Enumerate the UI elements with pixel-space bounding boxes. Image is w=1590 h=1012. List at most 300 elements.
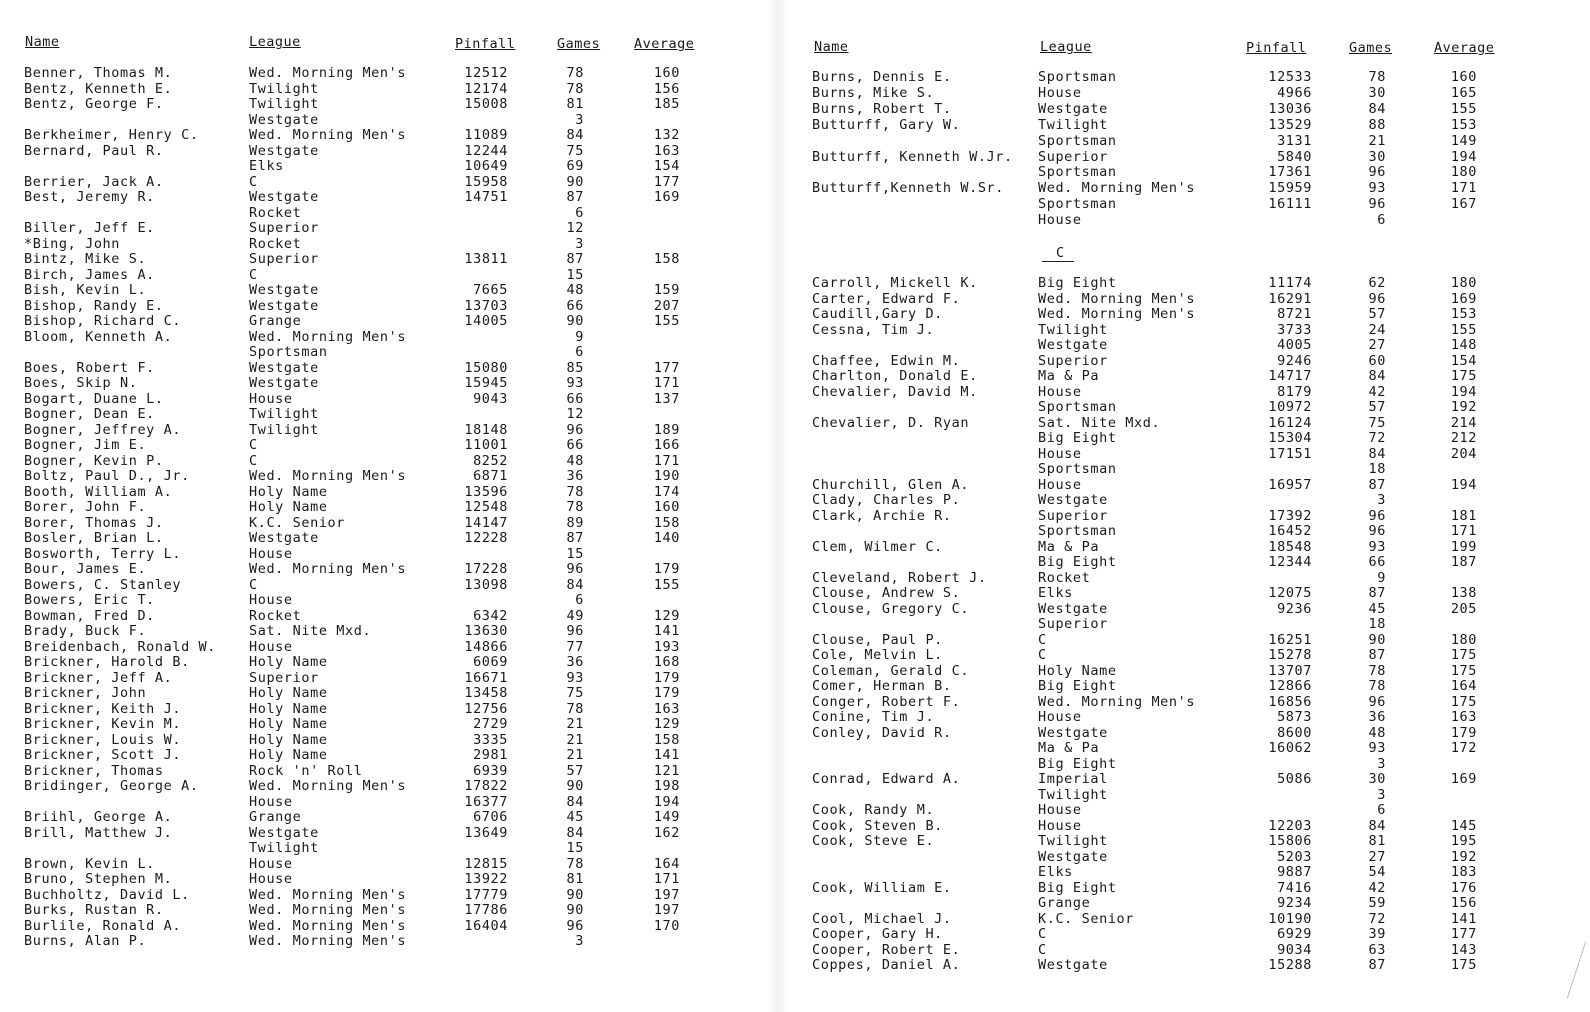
cell-pinfall: 11089 xyxy=(464,127,508,143)
cell-pinfall: 13811 xyxy=(464,251,508,267)
cell-average: 160 xyxy=(1450,69,1477,85)
cell-games: 12 xyxy=(566,220,584,236)
cell-average: 175 xyxy=(1450,368,1477,384)
table-row xyxy=(0,376,780,391)
cell-games: 3 xyxy=(1377,786,1386,803)
cell-name: Cook, Randy M. xyxy=(812,802,935,818)
table-row xyxy=(0,144,780,159)
cell-games: 45 xyxy=(566,809,584,825)
table-row xyxy=(0,66,780,81)
cell-average: 194 xyxy=(1450,148,1477,165)
cell-name: Bogner, Jim E. xyxy=(24,437,147,453)
cell-league: Twilight xyxy=(1038,833,1108,849)
cell-league: Sportsman xyxy=(1038,196,1117,213)
cell-league: House xyxy=(1038,84,1082,101)
cell-league: C xyxy=(1038,631,1047,648)
table-row xyxy=(780,834,1590,849)
cell-league: Superior xyxy=(249,669,319,686)
cell-games: 24 xyxy=(1368,321,1386,338)
cell-name: Coppes, Daniel A. xyxy=(812,957,961,973)
cell-name: Bogner, Kevin P. xyxy=(24,452,164,469)
cell-average: 175 xyxy=(1450,662,1477,679)
cell-league: House xyxy=(249,793,293,810)
cell-pinfall: 10649 xyxy=(464,158,508,174)
cell-average: 194 xyxy=(653,793,680,810)
cell-average: 158 xyxy=(653,251,680,267)
table-row xyxy=(780,86,1590,101)
cell-league: Sportsman xyxy=(1038,399,1117,415)
cell-games: 27 xyxy=(1368,848,1386,865)
table-row xyxy=(780,896,1590,911)
cell-average: 158 xyxy=(653,731,680,748)
cell-games: 75 xyxy=(566,685,584,701)
table-row xyxy=(780,540,1590,555)
cell-average: 129 xyxy=(653,716,680,732)
cell-average: 155 xyxy=(653,576,680,593)
table-row xyxy=(780,555,1590,570)
cell-games: 81 xyxy=(566,871,584,887)
cell-average: 190 xyxy=(653,468,680,484)
cell-name: Brickner, Scott J. xyxy=(24,747,182,763)
header-pinfall: Pinfall xyxy=(455,36,516,52)
cell-average: 155 xyxy=(1450,100,1477,117)
table-row xyxy=(780,292,1590,307)
cell-games: 78 xyxy=(566,855,584,872)
cell-games: 84 xyxy=(566,576,584,593)
cell-average: 143 xyxy=(1450,941,1477,958)
cell-pinfall: 13703 xyxy=(464,297,508,314)
cell-games: 87 xyxy=(566,530,584,546)
cell-games: 96 xyxy=(1368,164,1386,181)
cell-pinfall: 12533 xyxy=(1268,69,1312,85)
cell-average: 177 xyxy=(1450,926,1477,942)
cell-league: Westgate xyxy=(1038,337,1108,353)
header-pinfall: Pinfall xyxy=(1246,40,1307,56)
table-row xyxy=(0,82,780,97)
cell-pinfall: 2981 xyxy=(473,747,508,763)
cell-games: 81 xyxy=(1368,833,1386,849)
cell-average: 121 xyxy=(653,762,680,779)
table-row xyxy=(0,423,780,438)
cell-games: 96 xyxy=(566,623,584,639)
cell-games: 30 xyxy=(1368,148,1386,165)
cell-league: Westgate xyxy=(1038,492,1108,508)
cell-name: Bogner, Jeffrey A. xyxy=(24,421,182,438)
cell-average: 156 xyxy=(1450,895,1477,911)
header-average: Average xyxy=(1434,40,1495,56)
table-row xyxy=(780,648,1590,663)
cell-average: 138 xyxy=(1450,585,1477,601)
cell-average: 167 xyxy=(1450,196,1477,213)
cell-pinfall: 15959 xyxy=(1268,180,1312,197)
table-row xyxy=(0,547,780,562)
cell-name: Breidenbach, Ronald W. xyxy=(24,638,217,655)
table-row xyxy=(0,655,780,670)
cell-average: 168 xyxy=(653,654,680,670)
cell-games: 6 xyxy=(1377,212,1386,229)
cell-pinfall: 13596 xyxy=(464,483,508,500)
table-row xyxy=(0,485,780,500)
cell-games: 21 xyxy=(1368,132,1386,149)
cell-pinfall: 9887 xyxy=(1277,864,1312,880)
cell-pinfall: 15304 xyxy=(1268,430,1312,446)
cell-name: Cleveland, Robert J. xyxy=(812,569,987,586)
cell-name: Butturff, Kenneth W.Jr. xyxy=(812,148,1013,165)
cell-average: 164 xyxy=(653,855,680,872)
cell-games: 87 xyxy=(1368,585,1386,601)
cell-average: 176 xyxy=(1450,879,1477,896)
cell-games: 12 xyxy=(566,406,584,422)
cell-league: Wed. Morning Men's xyxy=(249,778,407,794)
table-row xyxy=(0,841,780,856)
header-league: League xyxy=(1040,39,1092,55)
cell-league: Rocket xyxy=(1038,569,1091,586)
cell-name: Brickner, John xyxy=(24,685,147,701)
cell-pinfall: 8179 xyxy=(1277,383,1312,400)
cell-name: Carroll, Mickell K. xyxy=(812,275,978,291)
cell-games: 96 xyxy=(566,421,584,438)
table-row xyxy=(0,113,780,128)
cell-league: C xyxy=(249,576,258,593)
cell-league: Holy Name xyxy=(249,499,328,515)
cell-league: Wed. Morning Men's xyxy=(249,917,407,934)
table-row xyxy=(780,772,1590,787)
table-row xyxy=(0,795,780,810)
cell-name: Bentz, George F. xyxy=(24,96,164,112)
cell-league: Westgate xyxy=(249,297,319,314)
cell-name: Burlile, Ronald A. xyxy=(24,917,182,934)
cell-games: 84 xyxy=(566,127,584,143)
cell-games: 21 xyxy=(566,747,584,763)
cell-pinfall: 16124 xyxy=(1268,414,1312,431)
cell-league: Superior xyxy=(249,251,319,267)
cell-league: House xyxy=(249,592,293,608)
cell-games: 21 xyxy=(566,716,584,732)
cell-name: Charlton, Donald E. xyxy=(812,368,978,384)
cell-league: Wed. Morning Men's xyxy=(1038,693,1196,710)
header-name: Name xyxy=(814,39,849,55)
cell-league: House xyxy=(1038,476,1082,493)
cell-pinfall: 13630 xyxy=(464,623,508,639)
cell-league: C xyxy=(249,173,258,190)
cell-name: Caudill,Gary D. xyxy=(812,306,943,322)
cell-pinfall: 9246 xyxy=(1277,352,1312,369)
cell-average: 194 xyxy=(1450,476,1477,493)
cell-average: 149 xyxy=(1450,132,1477,149)
cell-name: Coleman, Gerald C. xyxy=(812,662,970,679)
cell-league: House xyxy=(1038,817,1082,834)
cell-league: K.C. Senior xyxy=(1038,910,1135,927)
cell-league: C xyxy=(249,266,258,283)
cell-name: Brady, Buck F. xyxy=(24,623,147,639)
cell-name: Brickner, Jeff A. xyxy=(24,669,173,686)
table-row xyxy=(780,478,1590,493)
table-row xyxy=(0,888,780,903)
table-row xyxy=(780,865,1590,880)
cell-games: 57 xyxy=(1368,306,1386,322)
cell-pinfall: 9234 xyxy=(1277,895,1312,911)
cell-league: House xyxy=(1038,709,1082,725)
cell-league: Rocket xyxy=(249,204,302,221)
table-row xyxy=(780,276,1590,291)
cell-pinfall: 5203 xyxy=(1277,848,1312,865)
cell-games: 84 xyxy=(566,824,584,841)
cell-name: Brickner, Louis W. xyxy=(24,731,182,748)
cell-average: 145 xyxy=(1450,817,1477,834)
cell-league: Westgate xyxy=(249,530,319,546)
cell-average: 141 xyxy=(1450,910,1477,927)
cell-league: Holy Name xyxy=(249,731,328,748)
cell-league: Wed. Morning Men's xyxy=(249,933,407,949)
cell-pinfall: 12815 xyxy=(464,855,508,872)
header-league: League xyxy=(249,34,301,50)
cell-name: Cook, Steven B. xyxy=(812,817,943,834)
cell-league: Superior xyxy=(1038,507,1108,524)
table-row xyxy=(0,934,780,949)
cell-average: 189 xyxy=(653,421,680,438)
cell-league: Twilight xyxy=(249,96,319,112)
cell-league: Twilight xyxy=(249,406,319,422)
cell-pinfall: 8252 xyxy=(473,452,508,469)
table-row xyxy=(780,617,1590,632)
cell-league: Superior xyxy=(1038,616,1108,632)
table-row xyxy=(0,299,780,314)
cell-pinfall: 12174 xyxy=(464,80,508,97)
cell-games: 96 xyxy=(1368,196,1386,213)
cell-league: K.C. Senior xyxy=(249,514,346,531)
table-row xyxy=(780,741,1590,756)
cell-games: 30 xyxy=(1368,84,1386,101)
cell-pinfall: 2729 xyxy=(473,716,508,732)
cell-league: Rocket xyxy=(249,607,302,624)
cell-name: Clouse, Paul P. xyxy=(812,631,943,648)
table-row xyxy=(780,197,1590,212)
cell-name: Bernard, Paul R. xyxy=(24,142,164,159)
cell-average: 160 xyxy=(653,65,680,81)
cell-league: Westgate xyxy=(1038,724,1108,741)
cell-average: 175 xyxy=(1450,693,1477,710)
cell-league: Wed. Morning Men's xyxy=(1038,290,1196,307)
cell-league: Wed. Morning Men's xyxy=(249,886,407,903)
cell-average: 154 xyxy=(653,158,680,174)
cell-pinfall: 16856 xyxy=(1268,693,1312,710)
cell-pinfall: 5086 xyxy=(1277,771,1312,787)
cell-name: Churchill, Glen A. xyxy=(812,476,970,493)
cell-name: Conrad, Edward A. xyxy=(812,771,961,787)
cell-average: 159 xyxy=(653,282,680,298)
cell-average: 197 xyxy=(653,886,680,903)
cell-average: 137 xyxy=(653,390,680,407)
cell-average: 163 xyxy=(653,700,680,717)
cell-average: 171 xyxy=(653,375,680,391)
cell-pinfall: 17228 xyxy=(464,561,508,577)
cell-pinfall: 16404 xyxy=(464,917,508,934)
cell-name: Brickner, Kevin M. xyxy=(24,716,182,732)
table-row xyxy=(780,695,1590,710)
cell-pinfall: 16377 xyxy=(464,793,508,810)
cell-pinfall: 15278 xyxy=(1268,647,1312,663)
cell-pinfall: 15080 xyxy=(464,359,508,376)
cell-games: 21 xyxy=(566,731,584,748)
cell-name: Cool, Michael J. xyxy=(812,910,952,927)
cell-pinfall: 11001 xyxy=(464,437,508,453)
right-page xyxy=(780,0,1590,1012)
table-row xyxy=(780,493,1590,508)
cell-average: 179 xyxy=(653,685,680,701)
cell-games: 3 xyxy=(575,933,584,949)
cell-league: Westgate xyxy=(249,375,319,391)
cell-average: 183 xyxy=(1450,864,1477,880)
cell-league: Holy Name xyxy=(249,685,328,701)
cell-name: Berrier, Jack A. xyxy=(24,173,164,190)
cell-average: 163 xyxy=(653,142,680,159)
cell-name: Cooper, Robert E. xyxy=(812,941,961,958)
cell-league: Westgate xyxy=(1038,957,1108,973)
cell-average: 149 xyxy=(653,809,680,825)
cell-pinfall: 17361 xyxy=(1268,164,1312,181)
cell-average: 193 xyxy=(653,638,680,655)
cell-pinfall: 16671 xyxy=(464,669,508,686)
cell-name: Berkheimer, Henry C. xyxy=(24,127,199,143)
cell-average: 141 xyxy=(653,747,680,763)
cell-pinfall: 6069 xyxy=(473,654,508,670)
cell-pinfall: 6706 xyxy=(473,809,508,825)
cell-games: 84 xyxy=(1368,817,1386,834)
cell-name: Conger, Robert F. xyxy=(812,693,961,710)
cell-games: 3 xyxy=(1377,755,1386,772)
cell-name: Comer, Herman B. xyxy=(812,678,952,694)
cell-name: Cessna, Tim J. xyxy=(812,321,935,338)
table-row xyxy=(0,407,780,422)
table-row xyxy=(780,757,1590,772)
cell-games: 93 xyxy=(1368,180,1386,197)
cell-league: Twilight xyxy=(249,840,319,856)
table-row xyxy=(780,943,1590,958)
table-row xyxy=(780,385,1590,400)
cell-games: 96 xyxy=(1368,693,1386,710)
cell-average: 194 xyxy=(1450,383,1477,400)
table-row xyxy=(0,330,780,345)
cell-name: Bishop, Randy E. xyxy=(24,297,164,314)
cell-league: Superior xyxy=(1038,148,1108,165)
cell-name: Clem, Wilmer C. xyxy=(812,538,943,555)
table-row xyxy=(780,118,1590,133)
table-row xyxy=(780,165,1590,180)
cell-games: 60 xyxy=(1368,352,1386,369)
cell-games: 3 xyxy=(575,235,584,252)
cell-games: 72 xyxy=(1368,910,1386,927)
cell-league: Twilight xyxy=(1038,116,1108,133)
cell-average: 171 xyxy=(1450,523,1477,539)
cell-games: 63 xyxy=(1368,941,1386,958)
cell-games: 54 xyxy=(1368,864,1386,880)
cell-pinfall: 13649 xyxy=(464,824,508,841)
cell-league: Wed. Morning Men's xyxy=(1038,306,1196,322)
cell-name: Carter, Edward F. xyxy=(812,290,961,307)
cell-pinfall: 12866 xyxy=(1268,678,1312,694)
cell-games: 96 xyxy=(1368,507,1386,524)
cell-pinfall: 9034 xyxy=(1277,941,1312,958)
cell-league: Westgate xyxy=(249,359,319,376)
cell-name: *Bing, John xyxy=(24,235,121,252)
cell-games: 93 xyxy=(1368,740,1386,756)
cell-name: Burns, Robert T. xyxy=(812,100,952,117)
table-row xyxy=(0,361,780,376)
cell-name: Brill, Matthew J. xyxy=(24,824,173,841)
cell-name: Brickner, Thomas xyxy=(24,762,164,779)
cell-pinfall: 6871 xyxy=(473,468,508,484)
cell-games: 57 xyxy=(1368,399,1386,415)
table-row xyxy=(0,531,780,546)
cell-games: 9 xyxy=(1377,569,1386,586)
cell-average: 140 xyxy=(653,530,680,546)
cell-league: House xyxy=(1038,212,1082,229)
cell-league: Wed. Morning Men's xyxy=(249,65,407,81)
cell-name: Butturff, Gary W. xyxy=(812,116,961,133)
cell-league: House xyxy=(249,545,293,562)
table-row xyxy=(0,593,780,608)
table-row xyxy=(0,779,780,794)
table-row xyxy=(780,586,1590,601)
cell-pinfall: 18548 xyxy=(1268,538,1312,555)
cell-pinfall: 5840 xyxy=(1277,148,1312,165)
table-row xyxy=(780,70,1590,85)
cell-pinfall: 3335 xyxy=(473,731,508,748)
cell-average: 153 xyxy=(1450,116,1477,133)
table-row xyxy=(0,717,780,732)
cell-average: 169 xyxy=(1450,771,1477,787)
cell-league: House xyxy=(249,855,293,872)
cell-league: Twilight xyxy=(1038,786,1108,803)
cell-pinfall: 10190 xyxy=(1268,910,1312,927)
cell-name: Bridinger, George A. xyxy=(24,778,199,794)
cell-pinfall: 6342 xyxy=(473,607,508,624)
cell-league: Imperial xyxy=(1038,771,1108,787)
cell-league: Wed. Morning Men's xyxy=(249,127,407,143)
cell-pinfall: 6939 xyxy=(473,762,508,779)
cell-games: 78 xyxy=(1368,662,1386,679)
cell-games: 57 xyxy=(566,762,584,779)
cell-average: 199 xyxy=(1450,538,1477,555)
table-row xyxy=(0,252,780,267)
cell-games: 96 xyxy=(566,917,584,934)
cell-league: Sportsman xyxy=(1038,69,1117,85)
cell-name: Cole, Melvin L. xyxy=(812,647,943,663)
cell-name: Conine, Tim J. xyxy=(812,709,935,725)
cell-average: 166 xyxy=(653,437,680,453)
cell-league: Twilight xyxy=(1038,321,1108,338)
cell-games: 48 xyxy=(1368,724,1386,741)
cell-name: Clouse, Gregory C. xyxy=(812,600,970,617)
cell-league: Grange xyxy=(249,313,302,329)
cell-league: Sportsman xyxy=(1038,164,1117,181)
cell-league: House xyxy=(249,390,293,407)
cell-name: Conley, David R. xyxy=(812,724,952,741)
cell-games: 78 xyxy=(566,499,584,515)
cell-pinfall: 15958 xyxy=(464,173,508,190)
cell-league: Elks xyxy=(1038,585,1073,601)
cell-average: 192 xyxy=(1450,848,1477,865)
cell-pinfall: 14147 xyxy=(464,514,508,531)
table-row xyxy=(780,400,1590,415)
cell-games: 88 xyxy=(1368,116,1386,133)
cell-league: Wed. Morning Men's xyxy=(1038,180,1196,197)
cell-games: 62 xyxy=(1368,275,1386,291)
cell-pinfall: 14717 xyxy=(1268,368,1312,384)
table-row xyxy=(780,850,1590,865)
cell-league: Westgate xyxy=(249,189,319,205)
cell-league: Sportsman xyxy=(1038,461,1117,477)
